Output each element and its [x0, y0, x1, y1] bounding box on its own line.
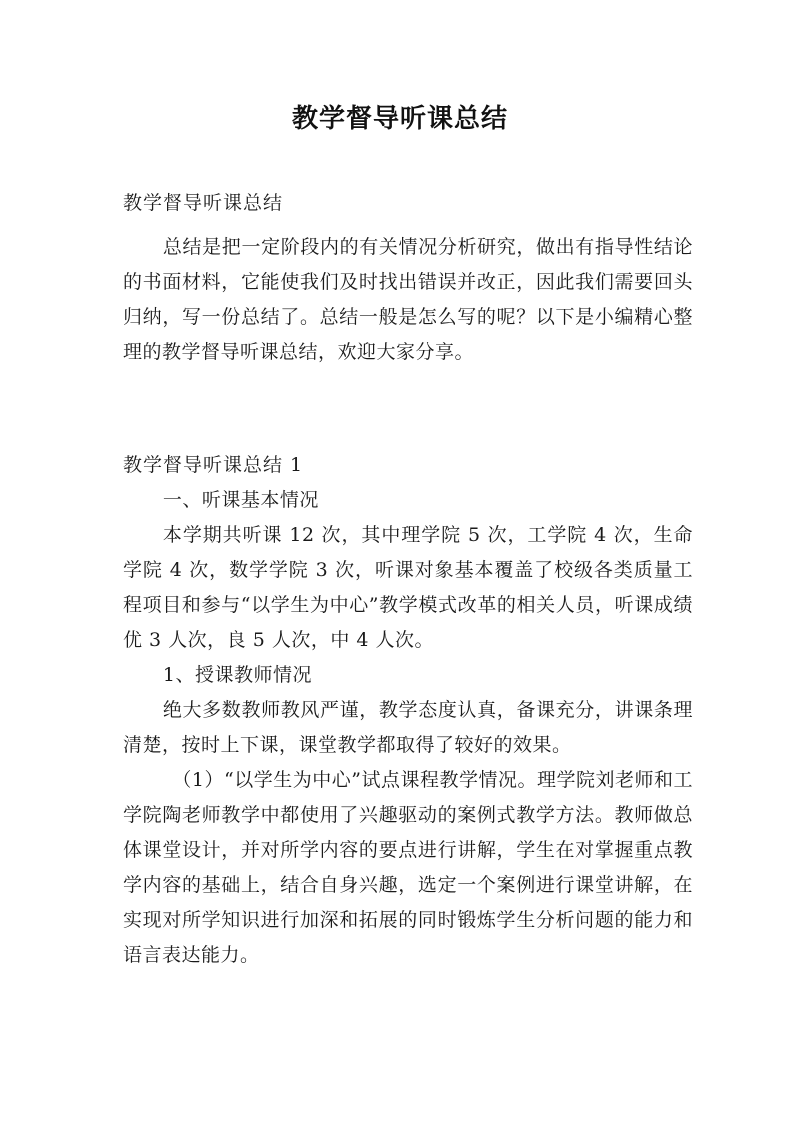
- part-paragraph: 本学期共听课 12 次，其中理学院 5 次，工学院 4 次，生命学院 4 次，数学学院 3 次，听课对象基本覆盖了校级各类质量工程项目和参与“以学生为中心”教学模式改革的相关人员，听课成绩优 3 人次，良 5 人次，中 4 人次。: [123, 524, 693, 651]
- intro-section: [123, 230, 693, 370]
- subsection-heading: 1、授课教师情况: [162, 664, 312, 686]
- document-subtitle: 教学督导听课总结: [123, 192, 284, 214]
- part-heading: 一、听课基本情况: [162, 489, 319, 511]
- subsection-paragraph: 绝大多数教师教风严谨，教学态度认真，备课充分，讲课条理清楚，按时上下课，课堂教学都取得了较好的效果。: [123, 699, 693, 756]
- item-paragraph: （1）“以学生为中心”试点课程教学情况。理学院刘老师和工学院陶老师教学中都使用了兴趣驱动的案例式教学方法。教师做总体课堂设计，并对所学内容的要点进行讲解，学生在对掌握重点教学内容的基础上，结合自身兴趣，选定一个案例进行课堂讲解，在实现对所学知识进行加深和拓展的同时锻炼学生分析问题的能力和语言表达能力。: [123, 769, 693, 966]
- section-body: [123, 483, 693, 973]
- section-heading: 教学督导听课总结 1: [123, 454, 304, 476]
- intro-paragraph: 总结是把一定阶段内的有关情况分析研究，做出有指导性结论的书面材料，它能使我们及时找出错误并改正，因此我们需要回头归纳，写一份总结了。总结一般是怎么写的呢？以下是小编精心整理的教学督导听课总结，欢迎大家分享。: [123, 236, 693, 363]
- document-title: 教学督导听课总结: [291, 104, 508, 134]
